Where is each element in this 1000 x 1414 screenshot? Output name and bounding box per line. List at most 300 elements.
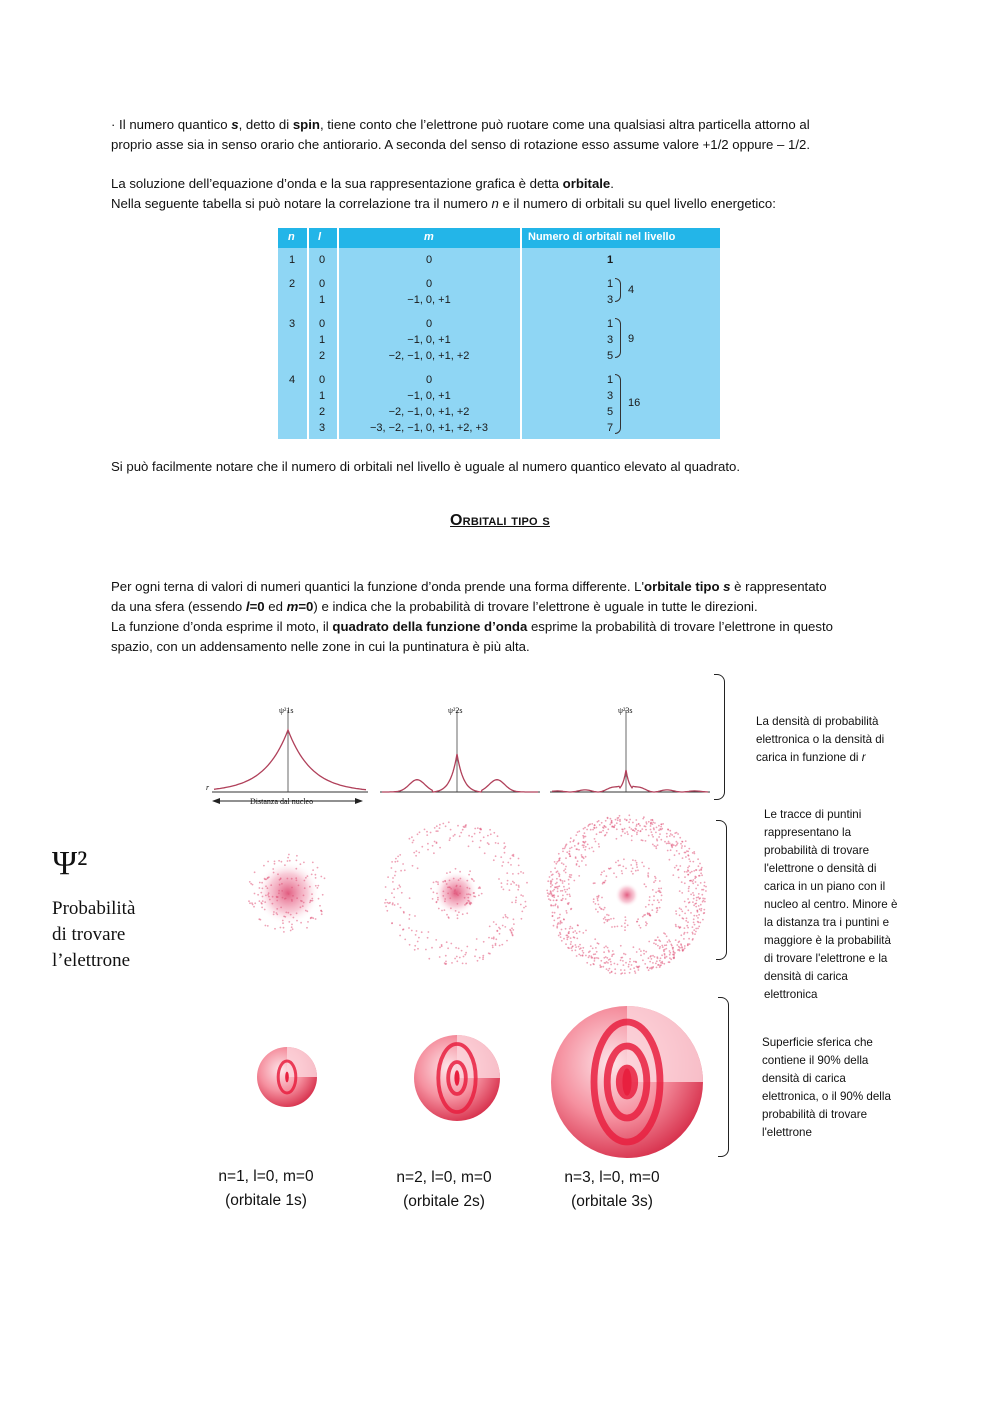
cloud-3s-ring2-dot — [587, 825, 589, 827]
axis-r-label: r — [206, 783, 210, 792]
cloud-3s-ring2-dot — [697, 928, 699, 930]
cloud-3s-ring2-dot — [616, 838, 618, 840]
cloud-2s-dot — [454, 889, 456, 891]
cloud-1s-dot — [317, 887, 319, 889]
cloud-3s-ring2-dot — [692, 933, 694, 935]
cloud-3s-ring2-dot — [686, 925, 688, 927]
cloud-3s-ring2-dot — [656, 960, 658, 962]
cell-m: −2, −1, 0, +1, +2 — [388, 406, 470, 418]
cloud-2s-ring-dot — [507, 917, 509, 919]
cloud-1s-dot — [291, 926, 293, 928]
cloud-2s-ring-dot — [521, 918, 523, 920]
cloud-3s-ring2-dot — [616, 828, 618, 830]
cloud-3s-ring2-dot — [576, 864, 578, 866]
cloud-2s-ring-dot — [495, 855, 497, 857]
cloud-3s-ring2-dot — [688, 888, 690, 890]
cloud-3s-ring2-dot — [610, 961, 612, 963]
cloud-1s-dot — [309, 886, 311, 888]
cloud-3s-ring2-dot — [571, 874, 573, 876]
cloud-3s-ring2-dot — [673, 957, 675, 959]
cloud-2s-dot — [442, 895, 444, 897]
cloud-3s-ring2-dot — [594, 953, 596, 955]
section-title: Orbitali tipo s — [450, 512, 550, 529]
cloud-2s-ring-dot — [499, 945, 501, 947]
cloud-3s-ring1-dot — [655, 880, 657, 882]
cloud-3s-ring2-dot — [703, 889, 705, 891]
cloud-1s-dot — [306, 927, 308, 929]
cloud-3s-ring1-dot — [603, 870, 605, 872]
cloud-3s-ring2-dot — [648, 957, 650, 959]
cell-n: 1 — [289, 254, 296, 266]
cloud-2s-ring-dot — [439, 824, 441, 826]
cloud-3s-ring1-dot — [647, 872, 649, 874]
cloud-3s-ring2-dot — [704, 898, 706, 900]
cloud-2s-ring-dot — [391, 861, 393, 863]
cloud-3s-ring2-dot — [669, 954, 671, 956]
cloud-3s-ring2-dot — [620, 835, 622, 837]
cloud-3s-ring1-dot — [641, 862, 643, 864]
cloud-1s-dot — [259, 887, 261, 889]
cloud-3s-ring2-dot — [686, 917, 688, 919]
cloud-1s-dot — [274, 863, 276, 865]
cloud-3s-ring2-dot — [669, 830, 671, 832]
cloud-3s-ring2-dot — [616, 822, 618, 824]
cloud-2s-ring-dot — [510, 858, 512, 860]
cloud-2s-ring-dot — [450, 943, 452, 945]
cloud-2s-dot — [455, 910, 457, 912]
cloud-3s-ring2-dot — [585, 846, 587, 848]
cloud-2s-dot — [459, 871, 461, 873]
cloud-3s-ring1-dot — [617, 860, 619, 862]
cloud-2s-ring-dot — [391, 867, 393, 869]
cloud-2s-ring-dot — [385, 906, 387, 908]
cell-n: 4 — [289, 374, 296, 386]
cloud-3s-ring1-dot — [635, 860, 637, 862]
cloud-3s-ring2-dot — [675, 910, 677, 912]
cloud-2s-dot — [443, 891, 445, 893]
cloud-3s-ring2-dot — [578, 875, 580, 877]
cloud-1s-dot — [304, 887, 306, 889]
sphere-1s-center — [285, 1072, 289, 1083]
cloud-2s-ring-dot — [402, 929, 404, 931]
cloud-3s-ring2-dot — [552, 894, 554, 896]
cloud-3s-ring2-dot — [577, 860, 579, 862]
cloud-2s-ring-dot — [460, 832, 462, 834]
cloud-3s-ring2-dot — [558, 935, 560, 937]
cloud-1s-dot — [291, 924, 293, 926]
cloud-3s-ring2-dot — [695, 869, 697, 871]
cloud-3s-ring1-dot — [625, 919, 627, 921]
cloud-2s-ring-dot — [435, 830, 437, 832]
cloud-2s-ring-dot — [512, 873, 514, 875]
cell-orbital-count: 1 — [607, 254, 614, 266]
cloud-2s-ring-dot — [483, 941, 485, 943]
cloud-3s-ring2-dot — [681, 892, 683, 894]
cloud-1s-dot — [276, 912, 278, 914]
cloud-2s-ring-dot — [455, 947, 457, 949]
cloud-3s-ring1-dot — [660, 892, 662, 894]
cloud-1s-dot — [265, 895, 267, 897]
cloud-2s-dot — [481, 893, 483, 895]
cloud-3s-ring2-dot — [659, 948, 661, 950]
cloud-3s-ring1-dot — [648, 904, 650, 906]
cloud-2s-ring-dot — [426, 831, 428, 833]
cloud-3s-ring2-dot — [550, 899, 552, 901]
cloud-3s-ring2-dot — [651, 958, 653, 960]
cloud-3s-ring2-dot — [660, 962, 662, 964]
cloud-2s-ring-dot — [392, 902, 394, 904]
cloud-3s-ring2-dot — [570, 941, 572, 943]
cloud-3s-ring2-dot — [557, 917, 559, 919]
cloud-2s-ring-dot — [411, 930, 413, 932]
cloud-3s-ring2-dot — [657, 844, 659, 846]
cloud-3s-ring1-dot — [597, 898, 599, 900]
cloud-3s-ring2-dot — [681, 847, 683, 849]
curve-3s — [552, 770, 708, 792]
cloud-3s-ring1-dot — [630, 864, 632, 866]
cloud-3s-ring2-dot — [696, 915, 698, 917]
cloud-3s-ring2-dot — [623, 964, 625, 966]
cloud-3s-ring2-dot — [682, 841, 684, 843]
cloud-3s-ring1-dot — [653, 900, 655, 902]
cloud-3s-ring2-dot — [559, 917, 561, 919]
cloud-3s-ring2-dot — [577, 925, 579, 927]
cloud-2s-ring-dot — [434, 841, 436, 843]
cloud-3s-ring2-dot — [643, 950, 645, 952]
cloud-3s-ring2-dot — [582, 856, 584, 858]
cloud-2s-ring-dot — [404, 939, 406, 941]
cloud-3s-ring2-dot — [691, 871, 693, 873]
cloud-2s-ring-dot — [479, 847, 481, 849]
cloud-3s-ring2-dot — [565, 898, 567, 900]
cloud-3s-ring2-dot — [687, 909, 689, 911]
cloud-3s-ring2-dot — [678, 926, 680, 928]
cloud-2s-ring-dot — [482, 957, 484, 959]
cloud-3s-ring2-dot — [697, 917, 699, 919]
cloud-3s-ring2-dot — [652, 836, 654, 838]
cell-m: −2, −1, 0, +1, +2 — [388, 350, 470, 362]
cloud-2s-ring-dot — [433, 852, 435, 854]
cloud-2s-ring-dot — [495, 842, 497, 844]
cloud-3s-ring2-dot — [698, 921, 700, 923]
cloud-2s-dot — [437, 897, 439, 899]
cloud-3s-ring2-dot — [693, 922, 695, 924]
cloud-3s-ring2-dot — [570, 926, 572, 928]
cloud-2s-ring-dot — [461, 950, 463, 952]
cloud-3s-ring2-dot — [692, 881, 694, 883]
cloud-3s-ring2-dot — [556, 871, 558, 873]
cloud-3s-ring2-dot — [648, 835, 650, 837]
cloud-3s-ring1-dot — [624, 926, 626, 928]
cloud-1s-dot — [268, 876, 270, 878]
cloud-3s-ring2-dot — [694, 853, 696, 855]
cell-orbital-count: 5 — [607, 406, 614, 418]
cloud-2s-ring-dot — [510, 883, 512, 885]
cloud-2s-ring-dot — [499, 928, 501, 930]
cloud-3s-ring2-dot — [666, 843, 668, 845]
cloud-3s-ring2-dot — [590, 945, 592, 947]
cloud-3s-ring2-dot — [651, 819, 653, 821]
caption-1s: n=1, l=0, m=0 (orbitale 1s) — [218, 1168, 314, 1209]
cloud-3s-ring2-dot — [635, 961, 637, 963]
cloud-3s-ring2-dot — [556, 886, 558, 888]
cloud-2s-ring-dot — [489, 953, 491, 955]
cloud-3s-ring2-dot — [562, 895, 564, 897]
spin-paragraph: · Il numero quantico s, detto di spin, tiene conto che l’elettrone può ruotare come una qualsiasi altra particella attorno al proprio asse sia in senso orario che antiorario. A seconda del senso di rotazione esso assume valore +1/2 oppure – 1/2. — [111, 117, 810, 152]
cloud-3s-ring2-dot — [645, 826, 647, 828]
cloud-3s-ring2-dot — [681, 845, 683, 847]
cloud-3s-ring2-dot — [625, 962, 627, 964]
cloud-3s-ring2-dot — [619, 820, 621, 822]
cloud-2s-dot — [456, 885, 458, 887]
cloud-1s-dot — [305, 877, 307, 879]
cell-m: −1, 0, +1 — [407, 334, 451, 346]
cloud-3s-ring2-dot — [650, 829, 652, 831]
cloud-3s-ring2-dot — [665, 944, 667, 946]
cloud-2s-ring-dot — [501, 944, 503, 946]
cloud-3s-ring2-dot — [592, 963, 594, 965]
plot-label-2s: ψ²2s — [448, 706, 463, 715]
cloud-3s-ring2-dot — [694, 924, 696, 926]
cloud-2s-ring-dot — [411, 836, 413, 838]
cloud-2s-ring-dot — [474, 833, 476, 835]
cloud-2s-ring-dot — [439, 827, 441, 829]
cloud-2s-ring-dot — [393, 897, 395, 899]
cloud-3s-ring2-dot — [684, 845, 686, 847]
cloud-2s-ring-dot — [511, 932, 513, 934]
cloud-3s-ring2-dot — [674, 867, 676, 869]
cloud-3s-ring2-dot — [578, 946, 580, 948]
cloud-1s-dot — [261, 907, 263, 909]
cloud-3s-ring1-dot — [600, 874, 602, 876]
cloud-3s-ring2-dot — [702, 919, 704, 921]
cloud-2s-ring-dot — [492, 945, 494, 947]
cloud-3s-ring2-dot — [578, 954, 580, 956]
cloud-2s-ring-dot — [513, 855, 515, 857]
cloud-2s-ring-dot — [409, 944, 411, 946]
cloud-2s-ring-dot — [385, 886, 387, 888]
cloud-3s-ring2-dot — [605, 834, 607, 836]
cloud-1s-dot — [278, 892, 280, 894]
cloud-3s-ring2-dot — [554, 886, 556, 888]
cloud-3s-ring2-dot — [688, 848, 690, 850]
cloud-3s-ring2-dot — [660, 957, 662, 959]
cloud-2s-ring-dot — [507, 862, 509, 864]
cloud-3s-ring2-dot — [567, 903, 569, 905]
cloud-3s-ring2-dot — [562, 882, 564, 884]
cloud-2s-ring-dot — [483, 836, 485, 838]
cloud-3s-ring1-dot — [637, 869, 639, 871]
cloud-3s-ring2-dot — [580, 955, 582, 957]
cloud-3s-ring2-dot — [554, 861, 556, 863]
cloud-2s-ring-dot — [502, 917, 504, 919]
cloud-3s-ring2-dot — [585, 864, 587, 866]
cloud-3s-ring2-dot — [553, 900, 555, 902]
cloud-3s-ring1-dot — [645, 886, 647, 888]
cloud-3s-ring2-dot — [600, 966, 602, 968]
cloud-3s-ring2-dot — [592, 948, 594, 950]
cloud-3s-ring2-dot — [575, 949, 577, 951]
note-line: l'elettrone — [762, 1126, 812, 1139]
cloud-1s-dot — [281, 861, 283, 863]
cloud-3s-ring2-dot — [646, 823, 648, 825]
cloud-2s-ring-dot — [426, 834, 428, 836]
cloud-1s-dot — [287, 860, 289, 862]
cloud-3s-ring2-dot — [695, 931, 697, 933]
cloud-3s-ring2-dot — [642, 840, 644, 842]
cloud-2s-dot — [459, 885, 461, 887]
cloud-3s-ring1-dot — [623, 858, 625, 860]
cloud-3s-ring1-dot — [636, 921, 638, 923]
cloud-3s-ring2-dot — [704, 882, 706, 884]
cloud-2s-ring-dot — [400, 870, 402, 872]
cloud-3s-ring2-dot — [583, 841, 585, 843]
cloud-2s-ring-dot — [495, 943, 497, 945]
cloud-3s-ring2-dot — [575, 944, 577, 946]
cloud-2s-ring-dot — [489, 926, 491, 928]
cloud-1s-dot — [270, 884, 272, 886]
cloud-3s-ring2-dot — [669, 842, 671, 844]
cloud-3s-ring2-dot — [695, 906, 697, 908]
cloud-2s-ring-dot — [451, 962, 453, 964]
cloud-3s-ring1-dot — [646, 923, 648, 925]
cloud-1s-dot — [322, 894, 324, 896]
cloud-2s-ring-dot — [509, 889, 511, 891]
cloud-3s-ring2-dot — [674, 952, 676, 954]
cloud-3s-ring2-dot — [677, 833, 679, 835]
cloud-3s-ring2-dot — [627, 833, 629, 835]
cloud-3s-ring1-dot — [624, 916, 626, 918]
cloud-3s-ring2-dot — [631, 840, 633, 842]
cloud-2s-ring-dot — [427, 843, 429, 845]
cloud-3s-ring2-dot — [577, 831, 579, 833]
cloud-3s-ring2-dot — [556, 900, 558, 902]
axis-caption: Distanza dal nucleo — [250, 797, 314, 806]
cloud-1s-dot — [276, 896, 278, 898]
curve-1s — [214, 730, 366, 790]
cloud-2s-ring-dot — [454, 834, 456, 836]
cloud-3s-ring2-dot — [569, 894, 571, 896]
cell-m: 0 — [425, 254, 433, 266]
cloud-3s-ring2-dot — [645, 829, 647, 831]
cloud-1s-dot — [287, 857, 289, 859]
cloud-2s-ring-dot — [465, 824, 467, 826]
cloud-3s-ring2-dot — [690, 912, 692, 914]
cloud-2s-ring-dot — [496, 930, 498, 932]
cloud-2s-dot — [447, 893, 449, 895]
cloud-3s-ring2-dot — [689, 943, 691, 945]
cloud-3s-ring2-dot — [688, 858, 690, 860]
cloud-1s-dot — [311, 874, 313, 876]
cloud-2s-dot — [435, 881, 437, 883]
cloud-3s-ring2-dot — [701, 894, 703, 896]
cloud-3s-ring2-dot — [602, 830, 604, 832]
cell-orbital-count: 3 — [607, 294, 614, 306]
cloud-3s-ring2-dot — [606, 957, 608, 959]
cloud-3s-ring2-dot — [659, 833, 661, 835]
cloud-2s-ring-dot — [512, 935, 514, 937]
cloud-2s-dot — [471, 878, 473, 880]
cloud-2s-ring-dot — [436, 825, 438, 827]
cloud-2s-ring-dot — [387, 876, 389, 878]
cloud-3s-ring2-dot — [562, 880, 564, 882]
column-divider — [337, 228, 339, 439]
cloud-3s-ring2-dot — [670, 849, 672, 851]
cloud-3s-ring2-dot — [652, 967, 654, 969]
cloud-3s-ring2-dot — [681, 947, 683, 949]
cloud-2s-dot — [473, 880, 475, 882]
cloud-3s-ring1-dot — [632, 859, 634, 861]
cloud-1s-dot — [267, 887, 269, 889]
cloud-1s-dot — [278, 890, 280, 892]
cloud-3s-ring1-dot — [601, 908, 603, 910]
cloud-3s-ring2-dot — [595, 841, 597, 843]
cloud-3s-ring2-dot — [688, 865, 690, 867]
cloud-2s-ring-dot — [493, 832, 495, 834]
cloud-3s-ring2-dot — [672, 874, 674, 876]
cloud-3s-ring2-dot — [700, 910, 702, 912]
sphere-3s-cut — [627, 1006, 703, 1082]
cloud-1s-dot — [253, 906, 255, 908]
cloud-3s-ring2-dot — [632, 822, 634, 824]
cloud-3s-ring2-dot — [591, 823, 593, 825]
cloud-3s-ring2-dot — [561, 862, 563, 864]
cloud-3s-ring2-dot — [591, 847, 593, 849]
cloud-3s-ring1-dot — [636, 864, 638, 866]
cloud-3s-ring2-dot — [680, 843, 682, 845]
cloud-3s-ring1-dot — [638, 925, 640, 927]
cloud-2s-ring-dot — [389, 902, 391, 904]
cloud-3s-ring1-dot — [613, 872, 615, 874]
cloud-3s-ring2-dot — [694, 933, 696, 935]
cloud-3s-ring2-dot — [611, 971, 613, 973]
cloud-3s-ring2-dot — [686, 871, 688, 873]
cloud-3s-ring2-dot — [687, 867, 689, 869]
cloud-3s-ring2-dot — [557, 888, 559, 890]
cloud-3s-ring2-dot — [566, 939, 568, 941]
cloud-3s-ring2-dot — [693, 915, 695, 917]
cloud-3s-ring1-dot — [606, 875, 608, 877]
cloud-2s-dot — [457, 903, 459, 905]
cloud-3s-ring2-dot — [636, 833, 638, 835]
cloud-3s-ring2-dot — [639, 825, 641, 827]
cloud-3s-ring2-dot — [664, 933, 666, 935]
cloud-2s-dot — [470, 894, 472, 896]
cloud-3s-ring2-dot — [613, 953, 615, 955]
cloud-3s-ring2-dot — [668, 841, 670, 843]
note-line: rappresentano la — [764, 826, 852, 839]
cloud-3s-ring2-dot — [704, 901, 706, 903]
cloud-3s-ring2-dot — [650, 955, 652, 957]
cloud-2s-dot — [449, 897, 451, 899]
cloud-1s-dot — [284, 864, 286, 866]
cloud-3s-ring1-dot — [616, 876, 618, 878]
cloud-3s-ring2-dot — [600, 960, 602, 962]
cloud-3s-ring1-dot — [637, 918, 639, 920]
cloud-3s-ring2-dot — [652, 844, 654, 846]
cloud-3s-ring2-dot — [564, 880, 566, 882]
cloud-2s-ring-dot — [520, 904, 522, 906]
cloud-3s-ring2-dot — [569, 895, 571, 897]
cloud-2s-ring-dot — [446, 941, 448, 943]
cloud-3s-ring2-dot — [688, 890, 690, 892]
cloud-3s-ring2-dot — [563, 870, 565, 872]
cloud-3s-ring2-dot — [693, 918, 695, 920]
cloud-2s-dot — [437, 881, 439, 883]
cloud-2s-ring-dot — [402, 863, 404, 865]
cloud-3s-ring1-dot — [605, 919, 607, 921]
cloud-2s-ring-dot — [403, 912, 405, 914]
